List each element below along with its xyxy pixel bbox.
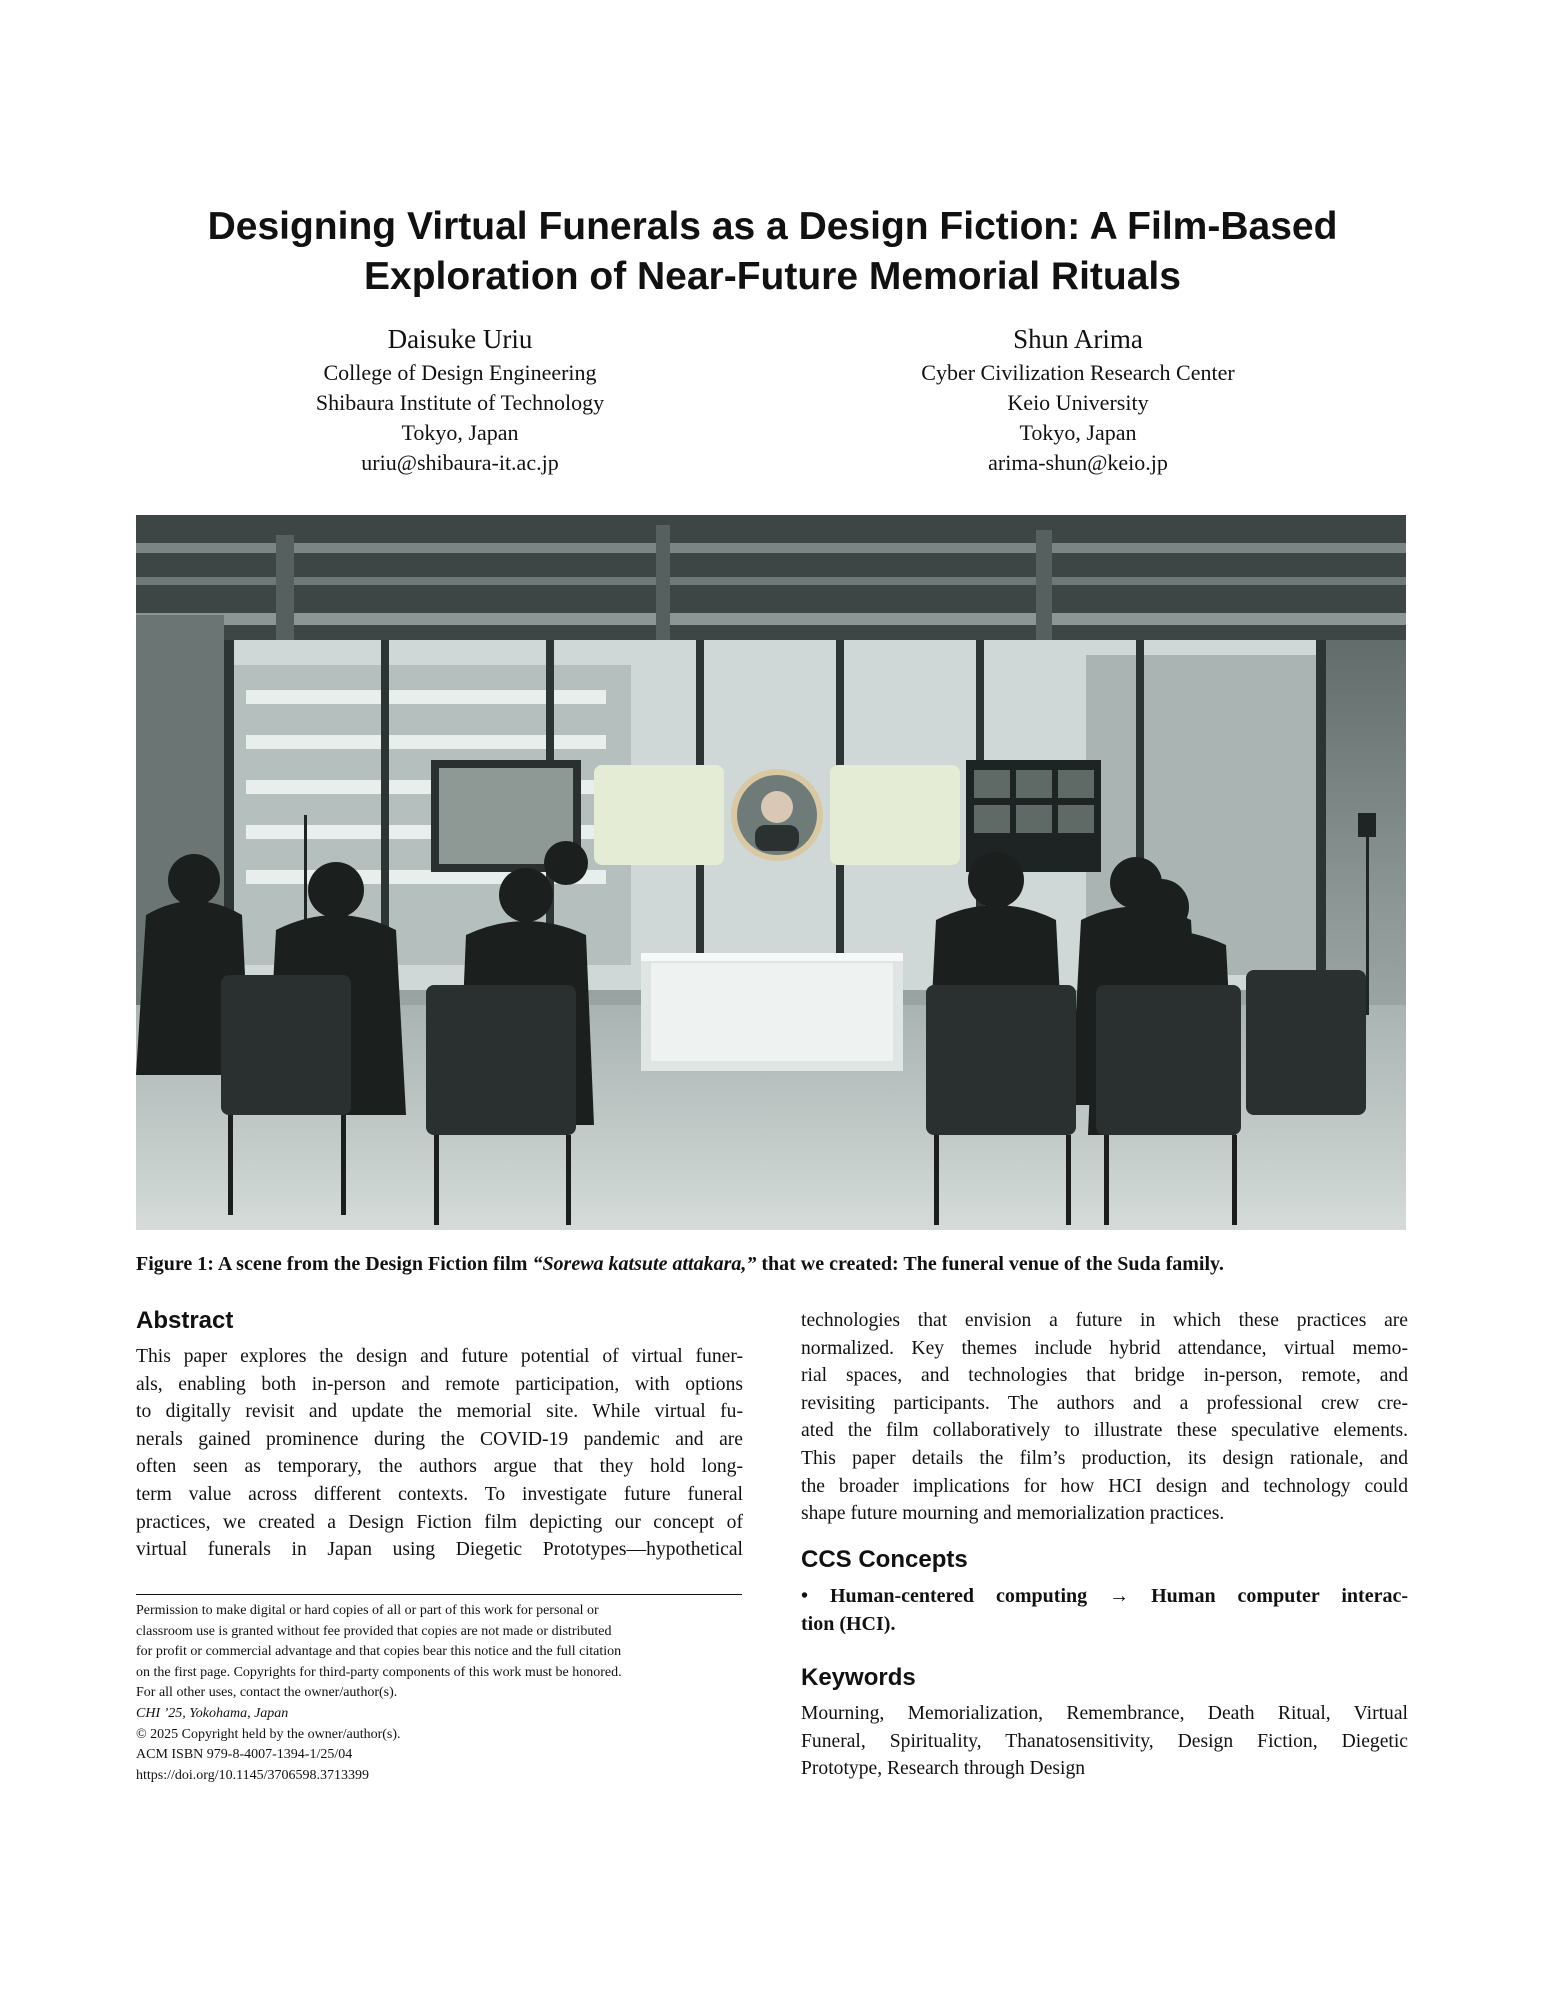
abstract-continued <box>801 1307 1408 1528</box>
permission-notice <box>136 1601 742 1786</box>
permission-line: Permission to make digital or hard copies of all or part of this work for personal or <box>136 1603 599 1618</box>
author-email[interactable]: uriu@shibaura-it.ac.jp <box>361 450 559 475</box>
text-line: Funeral, Spirituality, Thanatosensitivity, Design Fiction, Diegetic <box>801 1730 1408 1752</box>
text-line: practices, we created a Design Fiction film depicting our concept of <box>136 1511 743 1533</box>
doi-link[interactable]: https://doi.org/10.1145/3706598.3713399 <box>136 1767 369 1783</box>
abstract-section <box>136 1305 743 1564</box>
author-block-2 <box>798 320 1358 478</box>
permission-line: for profit or commercial advantage and that copies bear this notice and the full citation <box>136 1644 622 1660</box>
text-line: often seen as temporary, the authors argue that they hold long- <box>136 1456 743 1478</box>
footnote-rule <box>136 1594 742 1595</box>
author-institution: Shibaura Institute of Technology <box>315 390 605 415</box>
abstract-text-right <box>801 1307 1408 1528</box>
ccs-heading: CCS Concepts <box>801 1546 968 1573</box>
text-line: to digitally revisit and update the memorial site. While virtual fu- <box>136 1401 743 1423</box>
text-line: tion (HCI). <box>801 1613 896 1635</box>
figure-caption <box>136 1250 1436 1278</box>
title-line-1: Designing Virtual Funerals as a Design Fiction: A Film-Based <box>207 205 1338 248</box>
text-line: nerals gained prominence during the COVID-19 pandemic and are <box>136 1428 743 1450</box>
text-line: Prototype, Research through Design <box>801 1758 1086 1780</box>
text-line: technologies that envision a future in which these practices are <box>801 1310 1408 1331</box>
text-line: normalized. Key themes include hybrid attendance, virtual memo- <box>801 1337 1408 1359</box>
text-line: Mourning, Memorialization, Remembrance, Death Ritual, Virtual <box>801 1703 1408 1724</box>
text-line: rial spaces, and technologies that bridge in-person, remote, and <box>801 1365 1408 1387</box>
ccs-concepts-section <box>801 1544 1408 1638</box>
conference-venue: CHI ’25, Yokohama, Japan <box>136 1705 289 1721</box>
text-line: This paper details the film’s production, its design rationale, and <box>801 1447 1408 1469</box>
caption-prefix: Figure 1: A scene from the Design Fiction film <box>136 1253 533 1275</box>
text-line: virtual funerals in Japan using Diegetic Prototypes—hypothetical <box>136 1539 743 1561</box>
copyright-line: © 2025 Copyright held by the owner/author(s). <box>136 1726 401 1742</box>
author-name: Shun Arima <box>1013 324 1143 354</box>
paper-title <box>120 202 1425 302</box>
keywords-section <box>801 1662 1408 1783</box>
abstract-heading: Abstract <box>136 1307 234 1334</box>
text-line: the broader implications for how HCI design and technology could <box>801 1475 1408 1497</box>
text-line: revisiting participants. The authors and a professional crew cre- <box>801 1392 1408 1414</box>
keywords-heading: Keywords <box>801 1664 916 1691</box>
title-line-2: Exploration of Near-Future Memorial Rituals <box>364 255 1181 298</box>
permission-line: on the first page. Copyrights for third-party components of this work must be honored. <box>136 1664 622 1680</box>
text-line: shape future mourning and memorialization practices. <box>801 1503 1225 1525</box>
isbn-line: ACM ISBN 979-8-4007-1394-1/25/04 <box>136 1747 353 1763</box>
author-location: Tokyo, Japan <box>1019 420 1137 445</box>
text-line: ated the film collaboratively to illustrate these speculative elements. <box>801 1420 1408 1442</box>
funeral-venue-illustration <box>136 515 1406 1230</box>
text-line: als, enabling both in-person and remote participation, with options <box>136 1373 743 1395</box>
author-email[interactable]: arima-shun@keio.jp <box>988 450 1168 475</box>
keywords-text <box>801 1700 1408 1783</box>
author-location: Tokyo, Japan <box>401 420 519 445</box>
figure-funeral-scene-photo <box>136 515 1406 1230</box>
author-institution: Keio University <box>1007 390 1149 415</box>
permission-line: classroom use is granted without fee provided that copies are not made or distributed <box>136 1623 612 1639</box>
author-name: Daisuke Uriu <box>387 324 533 354</box>
ccs-concepts-text <box>801 1582 1408 1638</box>
author-department: College of Design Engineering <box>323 360 597 385</box>
caption-film-title: “Sorewa katsute attakara,” <box>532 1253 757 1275</box>
permission-line: For all other uses, contact the owner/author(s). <box>136 1685 398 1701</box>
text-line: This paper explores the design and future potential of virtual funer- <box>136 1346 743 1367</box>
abstract-text-left <box>136 1343 743 1564</box>
author-department: Cyber Civilization Research Center <box>921 360 1235 385</box>
caption-suffix: that we created: The funeral venue of the Suda family. <box>756 1253 1224 1275</box>
text-line: • Human-centered computing → Human computer interac- <box>801 1585 1408 1607</box>
author-block-1 <box>180 320 740 478</box>
text-line: term value across different contexts. To investigate future funeral <box>136 1483 743 1505</box>
